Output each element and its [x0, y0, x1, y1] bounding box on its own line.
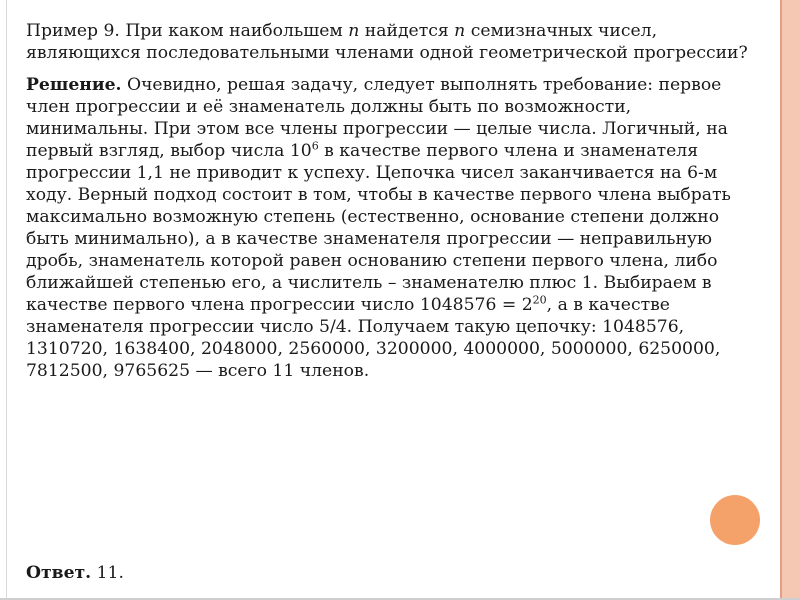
problem-text: Пример 9. При каком наибольшем	[26, 21, 349, 41]
answer-value: 11.	[91, 563, 124, 583]
left-border-line	[6, 0, 7, 600]
variable-n: n	[348, 21, 360, 41]
problem-statement	[26, 20, 756, 64]
solution-text: Очевидно, решая задачу, следует выполнять требование: первое член прогрессии и её знаменатель должны быть по возможности, минимальны. При этом все члены прогрессии — целые числа. Логичный, на первый взгляд, выбор числа 10	[26, 75, 728, 161]
solution-paragraph	[26, 74, 756, 382]
problem-text: найдется	[359, 21, 455, 41]
right-decorative-band	[782, 0, 800, 600]
exponent: 20	[532, 293, 547, 307]
decorative-circle	[710, 495, 760, 545]
solution-label: Решение.	[26, 75, 122, 95]
variable-n: n	[454, 21, 466, 41]
exponent: 6	[311, 139, 319, 153]
solution-text: в качестве первого члена и знаменателя прогрессии 1,1 не приводит к успеху. Цепочка чисел заканчивается на 6-м ходу. Верный подход состоит в том, чтобы в качестве первого члена выбрать максимально возможную степень (естественно, основание степени должно быть минимально), а в качестве знаменателя прогрессии — неправильную дробь, знаменатель которой равен основанию степени первого члена, либо ближайшей степенью его, а числитель – знаменателю плюс 1. Выбираем в качестве первого члена прогрессии число 1048576 = 2	[26, 141, 731, 315]
answer-label: Ответ.	[26, 563, 92, 583]
problem-text: семизначных чисел, являющихся последовательными членами одной геометрической прогрессии?	[26, 21, 748, 63]
answer-line	[26, 563, 124, 583]
slide-content	[26, 20, 756, 382]
solution-text: , а в качестве знаменателя прогрессии число 5/4. Получаем такую цепочку: 1048576, 1310720, 1638400, 2048000, 2560000, 3200000, 4000000, 5000000, 6250000, 7812500, 9765625 — всего 11 членов.	[26, 295, 721, 381]
